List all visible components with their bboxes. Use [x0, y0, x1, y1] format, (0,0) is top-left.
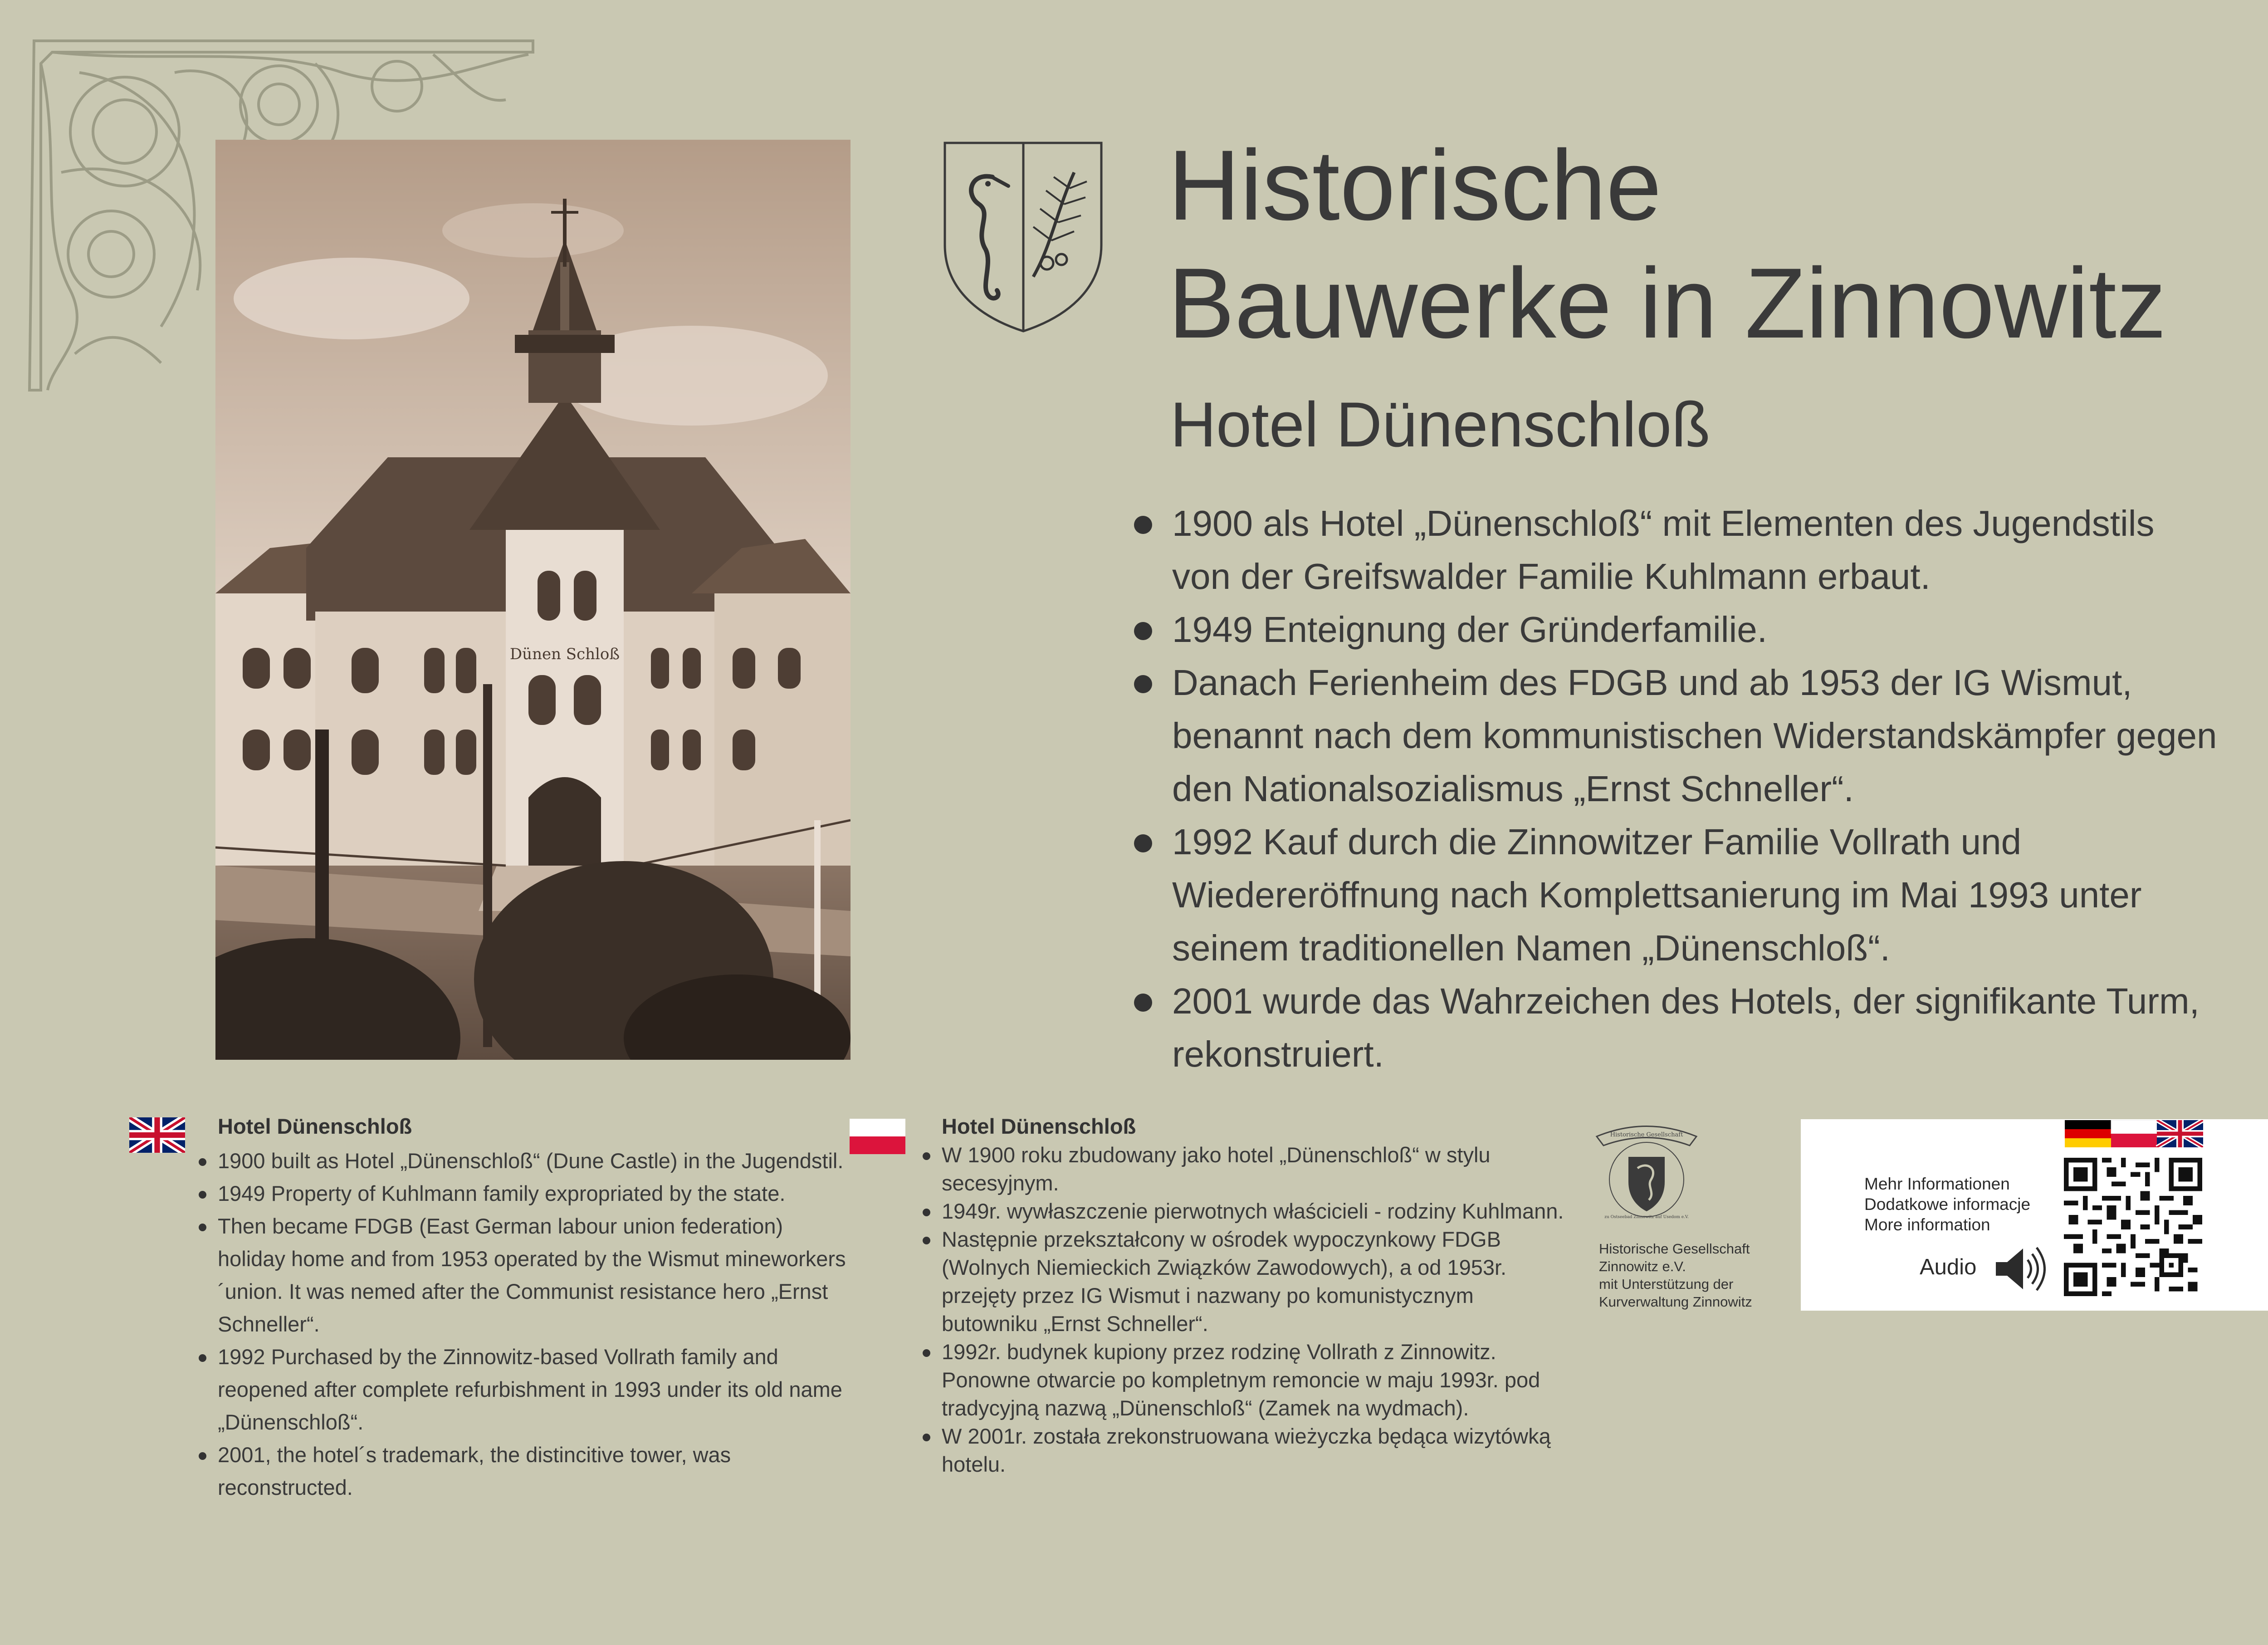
list-item: 2001, the hotel´s trademark, the distincitive tower, was reconstructed.: [199, 1439, 847, 1504]
audio-label[interactable]: Audio: [1920, 1255, 1977, 1279]
uk-mini-flag-icon: [2157, 1120, 2203, 1147]
polish-section-title: Hotel Dünenschloß: [942, 1114, 1136, 1138]
flag-stripe-red: [850, 1136, 905, 1154]
german-history-list: [1134, 497, 2223, 1081]
society-line-3: mit Unterstützung der: [1599, 1276, 1734, 1292]
hotel-historic-photo: [215, 140, 850, 1060]
title-line-1: Historische: [1168, 129, 1662, 241]
list-item: 1900 built as Hotel „Dünenschloß“ (Dune Castle) in the Jugendstil.: [199, 1145, 847, 1177]
list-item: 1992 Kauf durch die Zinnowitzer Familie Vollrath und Wiedereröffnung nach Komplettsanierung im Mai 1993 unter seinem traditionellen Namen „Dünenschloß“.: [1134, 815, 2223, 974]
society-line-4: Kurverwaltung Zinnowitz: [1599, 1294, 1752, 1310]
list-item: W 2001r. została zrekonstruowana wieżyczka będąca wizytówką hotelu.: [923, 1422, 1571, 1479]
photo-sign-text: Dünen Schloß: [509, 645, 620, 663]
title-line-2: Bauwerke in Zinnowitz: [1168, 247, 2166, 359]
info-line-en: More information: [1864, 1215, 1990, 1234]
list-item: W 1900 roku zbudowany jako hotel „Dünenschloß“ w stylu secesyjnym.: [923, 1141, 1571, 1197]
list-item: 1992r. budynek kupiony przez rodzinę Vollrath z Zinnowitz. Ponowne otwarcie po kompletnym remoncie w maju 1993r. pod tradycyjną nazwą „Dünenschloß“ (Zamek na wydmach).: [923, 1338, 1571, 1422]
society-line-1: Historische Gesellschaft: [1599, 1241, 1750, 1257]
germany-flag-icon: [2065, 1120, 2111, 1147]
list-item: 1949 Enteignung der Gründerfamilie.: [1134, 603, 2223, 656]
coat-of-arms-icon: [943, 141, 1104, 333]
info-line-pl: Dodatkowe informacje: [1864, 1195, 2031, 1214]
speaker-icon[interactable]: [1991, 1244, 2046, 1294]
list-item: 2001 wurde das Wahrzeichen des Hotels, der signifikante Turm, rekonstruiert.: [1134, 974, 2223, 1081]
uk-flag-icon: [129, 1117, 185, 1153]
society-credits: [1599, 1240, 1752, 1311]
society-line-2: Zinnowitz e.V.: [1599, 1258, 1686, 1274]
polish-history-list: [923, 1141, 1571, 1479]
english-history-list: [199, 1145, 847, 1504]
more-info-panel: [1801, 1119, 2268, 1311]
english-section-title: Hotel Dünenschloß: [218, 1114, 412, 1138]
list-item: Danach Ferienheim des FDGB und ab 1953 der IG Wismut, benannt nach dem kommunistischen Widerstandskämpfer gegen den Nationalsozialismus „Ernst Schneller“.: [1134, 656, 2223, 815]
language-flags: [2065, 1120, 2203, 1147]
logo-ring-text: zu Ostseebad Zinnowitz auf Usedom e.V.: [1604, 1215, 1689, 1219]
subtitle: Hotel Dünenschloß: [1170, 389, 1711, 460]
more-info-text: [1864, 1174, 2030, 1235]
list-item: 1900 als Hotel „Dünenschloß“ mit Elementen des Jugendstils von der Greifswalder Familie Kuhlmann erbaut.: [1134, 497, 2223, 603]
list-item: 1992 Purchased by the Zinnowitz-based Vollrath family and reopened after complete refurbishment in 1993 under its old name „Dünenschloß“.: [199, 1341, 847, 1439]
list-item: 1949r. wywłaszczenie pierwotnych właścicieli - rodziny Kuhlmann.: [923, 1197, 1571, 1225]
logo-banner-text: Historische Gesellschaft: [1610, 1131, 1683, 1138]
poland-flag-icon: [850, 1119, 905, 1154]
list-item: 1949 Property of Kuhlmann family expropriated by the state.: [199, 1177, 847, 1210]
society-logo-icon: [1592, 1118, 1701, 1220]
list-item: Następnie przekształcony w ośrodek wypoczynkowy FDGB (Wolnych Niemieckich Związków Zawodowych), a od 1953r. przejęty przez IG Wismut i nazwany po komunistycznym butowniku „Ernst Schneller“.: [923, 1225, 1571, 1338]
page-title: [1168, 126, 2166, 362]
poland-mini-flag-icon: [2111, 1120, 2157, 1147]
list-item: Then became FDGB (East German labour union federation) holiday home and from 1953 operated by the Wismut mineworkers´union. It was nemed after the Communist resistance hero „Ernst Schneller“.: [199, 1210, 847, 1341]
qr-code-icon[interactable]: [2064, 1158, 2202, 1296]
flag-stripe-white: [850, 1119, 905, 1136]
info-line-de: Mehr Informationen: [1864, 1175, 2010, 1193]
